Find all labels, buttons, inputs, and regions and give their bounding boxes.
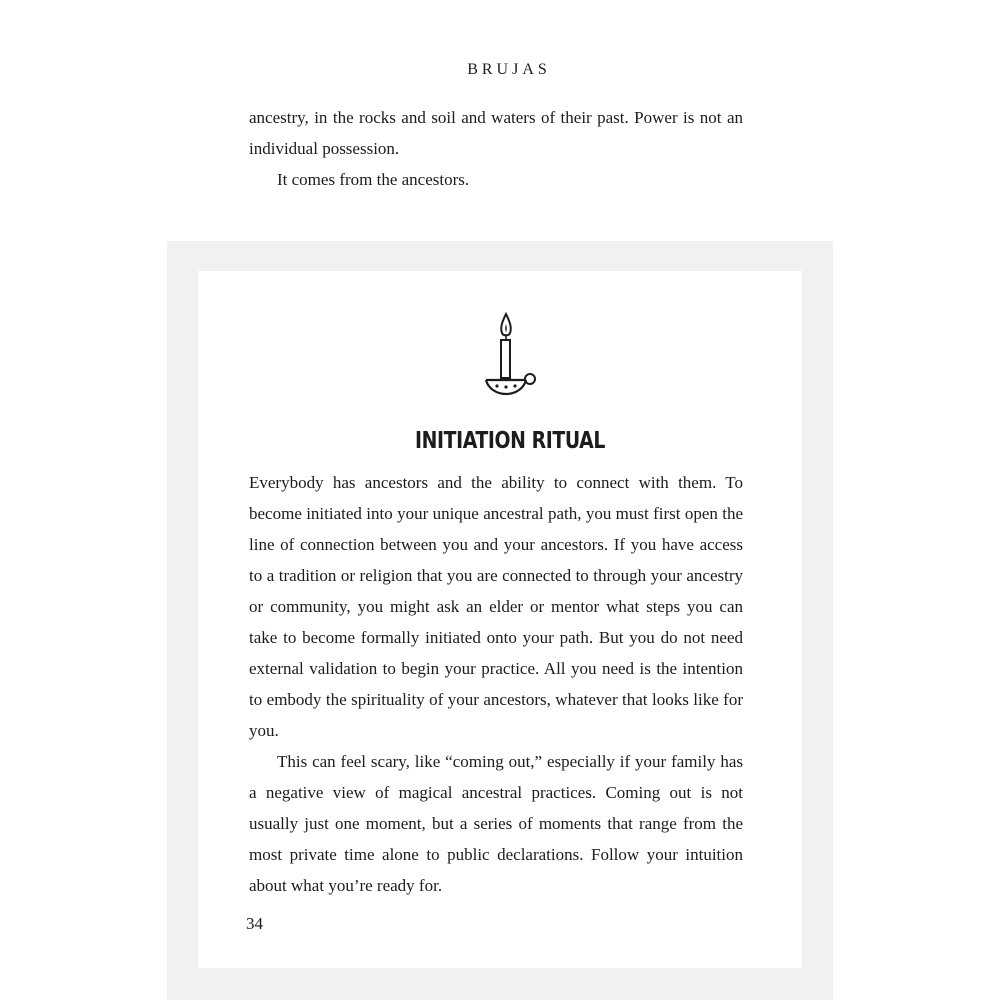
sidebar-body xyxy=(249,467,743,901)
intro-paragraph: It comes from the ancestors. xyxy=(277,170,470,189)
candle-icon xyxy=(480,312,540,398)
running-head: BRUJAS xyxy=(467,61,551,78)
body-paragraph: Everybody has ancestors and the ability to connect with them. To become initiated into your unique ancestral path, you must first open the line of connection between you and your ancestors. If you have access to a tradition or religion that you are connected to through your ancestry or community, you might ask an elder or mentor what steps you can take to become formally initiated onto your path. But you do not need external validation to begin your practice. All you need is the intention to embody the spirituality of your ancestors, whatever that looks like for you. xyxy=(249,473,743,740)
body-paragraph: This can feel scary, like “coming out,” especially if your family has a negative view of magical ancestral practices. Coming out is not usually just one moment, but a series of moments that range from the most private time alone to public declarations. Follow your intuition about what you’re ready for. xyxy=(249,752,743,895)
section-title: INITIATION RITUAL xyxy=(415,428,605,454)
intro-paragraph: ancestry, in the rocks and soil and waters of their past. Power is not an individual possession. xyxy=(249,108,743,158)
page-number: 34 xyxy=(246,914,263,933)
intro-text xyxy=(249,102,743,195)
